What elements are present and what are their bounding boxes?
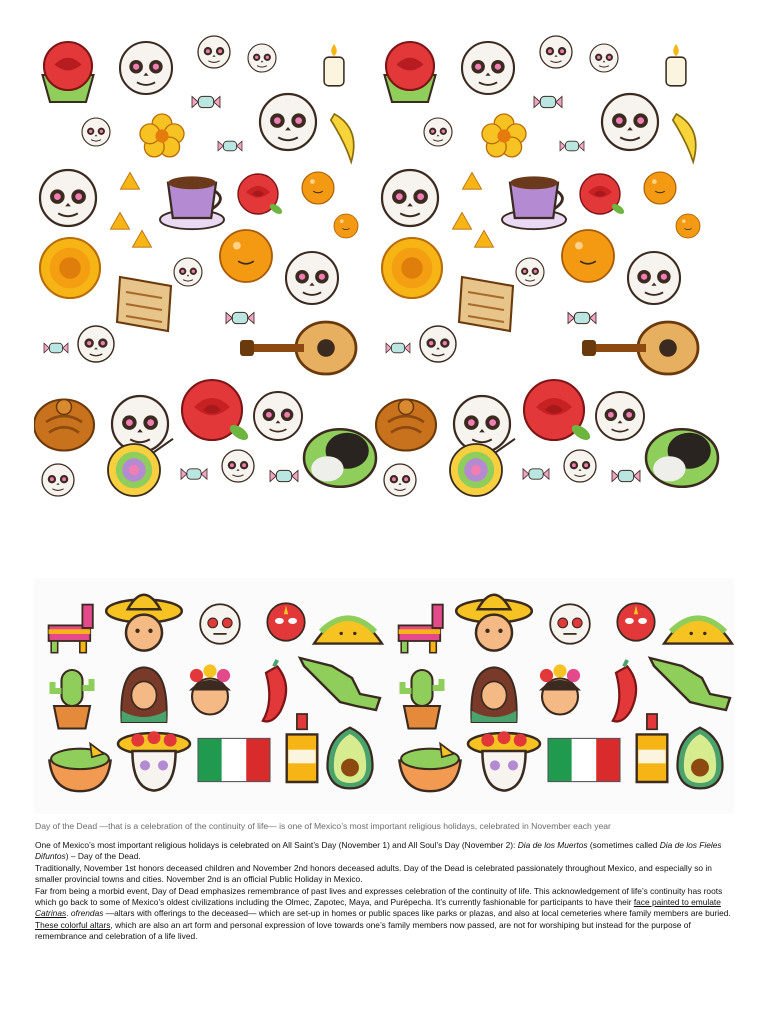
italic-term: ofrendas (70, 908, 104, 919)
colorful-altars-link[interactable]: These colorful altars (35, 919, 111, 930)
sticker-sheet-bottom (34, 578, 734, 814)
text-run: , which are also an art form and personal expression of love towards one’s family members now passed, are not for worshiping but instead for the purpose of remembrance and celebration of a life lived. (35, 919, 691, 942)
image-caption: Day of the Dead —that is a celebration of the continuity of life— is one of Mexico’s most important religious holidays, celebrated in November each year (35, 821, 611, 831)
text-run: . (66, 908, 71, 919)
paragraph-3 (35, 886, 735, 943)
text-run: —altars with offerings to the deceased— which are set-up in homes or public spaces like parks or plazas, and also at local cemeteries where family members are buried. (103, 908, 731, 919)
link-text: face painted to emulate (633, 897, 721, 908)
article-body (35, 840, 735, 943)
link-italic-text: Catrinas (35, 908, 67, 919)
paragraph-2: Traditionally, November 1st honors deceased children and November 2nd honors deceased adults. Day of the Dead is celebrated passionately throughout Mexico, and especially so in smaller provincial towns and cities. November 2nd is an official Public Holiday in Mexico. (35, 862, 712, 885)
italic-term: Dia de los Fieles Difuntos (35, 840, 722, 862)
text-run: Far from being a morbid event, Day of Dead emphasizes remembrance of past lives and expresses celebration of the continuity of life. This acknowledgement of life’s continuity has roots which go back to some of Mexico’s oldest civilizations including the Olmec, Zapotec, Maya, and Purépecha. It’s currently fashionable for participants to have their (35, 885, 723, 908)
text-run: ) – Day of the Dead. (65, 851, 141, 862)
sticker-sheet-top (34, 30, 734, 508)
italic-term: Dia de los Muertos (517, 840, 588, 850)
text-run: One of Mexico’s most important religious holidays is celebrated on All Saint’s Day (November 1) and All Soul’s Day (November 2): (35, 840, 518, 850)
paragraph-1 (35, 840, 735, 863)
text-run: (sometimes called (587, 840, 660, 850)
